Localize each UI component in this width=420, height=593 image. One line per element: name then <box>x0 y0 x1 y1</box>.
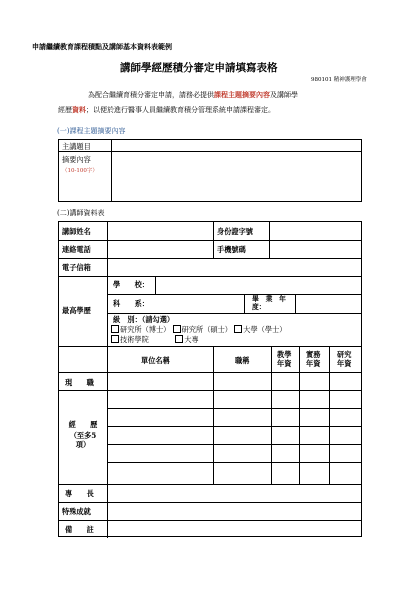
id-label: 身份證字號 <box>217 227 253 236</box>
practice-years-header: 實務 年資 <box>306 350 321 368</box>
mobile-field[interactable] <box>270 241 361 258</box>
section1-heading: (一)課程主題摘要內容 <box>57 127 126 135</box>
department-label: 科 系： <box>113 299 149 308</box>
topic-field[interactable] <box>112 140 362 151</box>
lecturer-table <box>58 221 362 537</box>
summary-field[interactable] <box>112 152 362 202</box>
email-field[interactable] <box>108 259 361 276</box>
name-field[interactable] <box>108 222 213 240</box>
phone-field[interactable] <box>108 241 213 258</box>
current-position-label: 現 職 <box>65 378 94 387</box>
junior-college-checkbox[interactable] <box>175 335 183 343</box>
grad-year-label: 畢 業 年 度： <box>252 295 286 312</box>
specialty-field[interactable] <box>108 485 361 502</box>
top-note: 申請繼續教育課程積點及講師基本資料表範例 <box>32 42 172 51</box>
school-label: 學 校： <box>113 280 149 289</box>
tech-college-checkbox[interactable] <box>111 335 119 343</box>
education-label: 最高學歷 <box>62 306 91 315</box>
experience-label: 經 歷 （至多5 項） <box>68 420 98 449</box>
mobile-label: 手機號碼 <box>217 245 246 254</box>
phone-label: 連絡電話 <box>62 245 91 254</box>
achievement-field[interactable] <box>108 503 361 520</box>
master-checkbox[interactable] <box>173 325 181 333</box>
summary-label: 摘要內容 <box>62 155 91 164</box>
summary-hint: （10-100字） <box>62 168 98 174</box>
intro-line-2: 經歷資料；以便於進行醫事人員繼續教育積分管理系統申請課程審定。 <box>58 105 275 114</box>
topic-label: 主講題目 <box>62 142 91 151</box>
course-summary-table <box>58 139 362 202</box>
level-label: 級 別：（請勾選） <box>113 315 175 324</box>
form-title: 講師學經歷積分審定申請填寫表格 <box>120 62 278 74</box>
remarks-label: 備 註 <box>65 525 94 534</box>
research-years-header: 研究 年資 <box>337 350 352 368</box>
unit-header: 單位名稱 <box>141 356 170 365</box>
doc-code: 980101 精神護理學會 <box>311 77 367 83</box>
level-options-row-2: 技術學院 大專 <box>111 335 199 344</box>
remarks-field[interactable] <box>108 521 361 537</box>
name-label: 講師姓名 <box>62 227 91 236</box>
intro-line-1: 為配合繼續育積分審定申請，請務必提供課程主題摘要內容及講師學 <box>88 90 298 99</box>
level-options-row-1: 研究所（博士） 研究所（碩士） 大學（學士） <box>111 325 286 334</box>
position-header: 職稱 <box>235 356 250 365</box>
bachelor-checkbox[interactable] <box>234 325 242 333</box>
achievement-label: 特殊成就 <box>62 507 91 516</box>
email-label: 電子信箱 <box>62 263 91 272</box>
phd-checkbox[interactable] <box>111 325 119 333</box>
specialty-label: 專 長 <box>65 489 94 498</box>
section2-heading: (二)講師資料表 <box>57 209 105 217</box>
id-field[interactable] <box>270 222 361 240</box>
teaching-years-header: 教學 年資 <box>277 350 292 368</box>
